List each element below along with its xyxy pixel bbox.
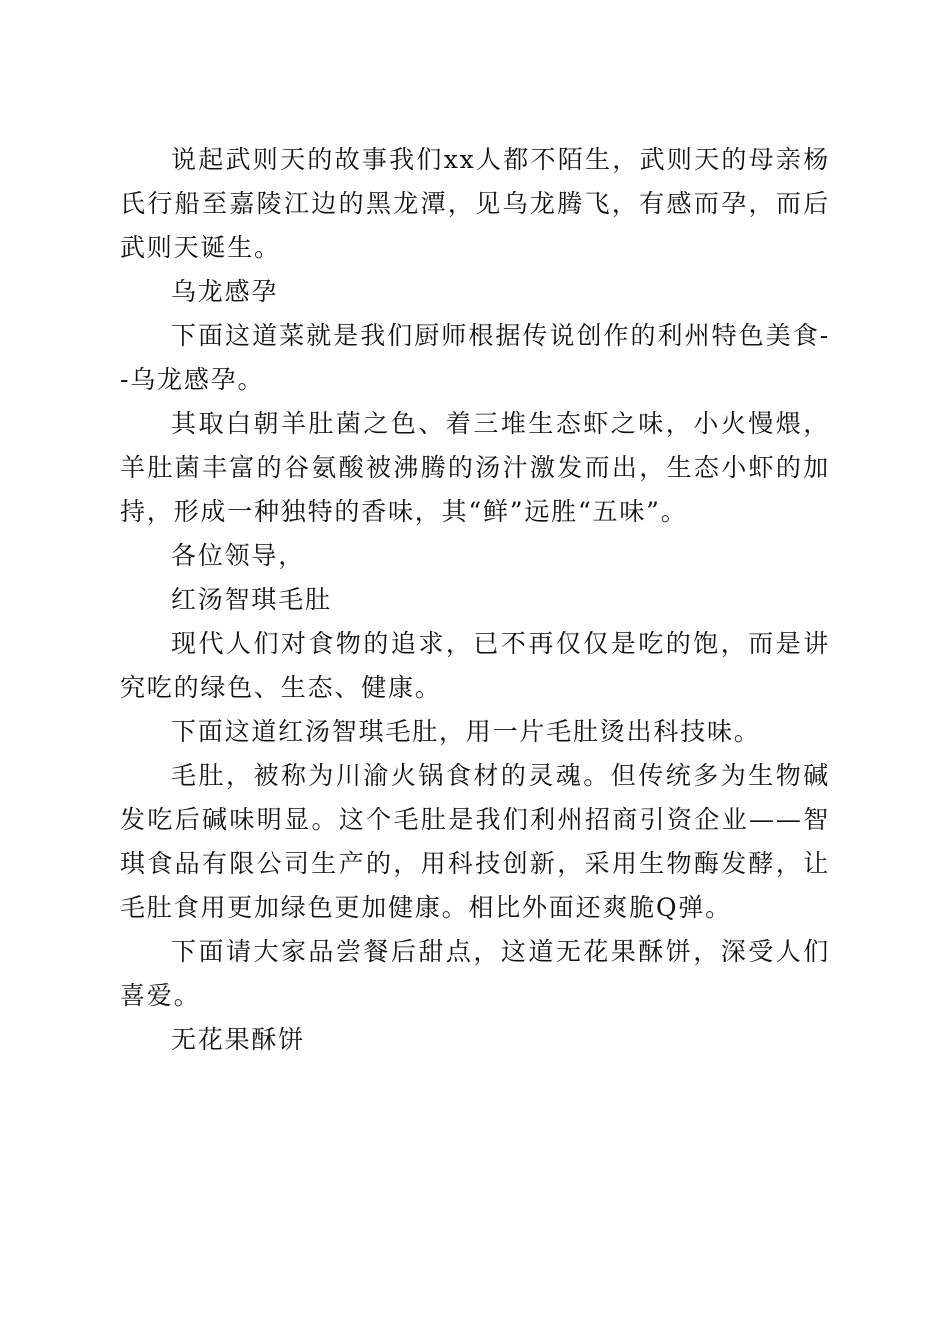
paragraph-maodu-description: 毛肚，被称为川渝火锅食材的灵魂。但传统多为生物碱发吃后碱味明显。这个毛肚是我们利州招商引资企业——智琪食品有限公司生产的，用科技创新，采用生物酶发酵，让毛肚食用更加绿色更加健康。相比外面还爽脆Q弹。 (120, 761, 830, 922)
paragraph-intro-wu-zetian: 说起武则天的故事我们xx人都不陌生，武则天的母亲杨氏行船至嘉陵江边的黑龙潭，见乌龙腾飞，有感而孕，而后武则天诞生。 (120, 145, 830, 262)
paragraph-maodu-intro: 下面这道红汤智琪毛肚，用一片毛肚烫出科技味。 (171, 717, 761, 746)
paragraph-greeting: 各位领导， (171, 541, 306, 570)
paragraph-modern-food: 现代人们对食物的追求，已不再仅仅是吃的饱，而是讲究吃的绿色、生态、健康。 (120, 629, 830, 702)
document-body (120, 138, 830, 1062)
paragraph-dessert-intro: 下面请大家品尝餐后甜点，这道无花果酥饼，深受人们喜爱。 (120, 937, 830, 1010)
paragraph-dish-intro: 下面这道菜就是我们厨师根据传说创作的利州特色美食--乌龙感孕。 (120, 321, 830, 394)
dish-title-wulong-ganyun: 乌龙感孕 (171, 277, 279, 306)
paragraph-dish-description: 其取白朝羊肚菌之色、着三堆生态虾之味，小火慢煨，羊肚菌丰富的谷氨酸被沸腾的汤汁激发而出，生态小虾的加持，形成一种独特的香味，其“鲜”远胜“五味”。 (120, 409, 830, 526)
dish-title-wuhuaguo-subing: 无花果酥饼 (171, 1025, 306, 1054)
dish-title-hongtang-maodu: 红汤智琪毛肚 (171, 585, 332, 614)
